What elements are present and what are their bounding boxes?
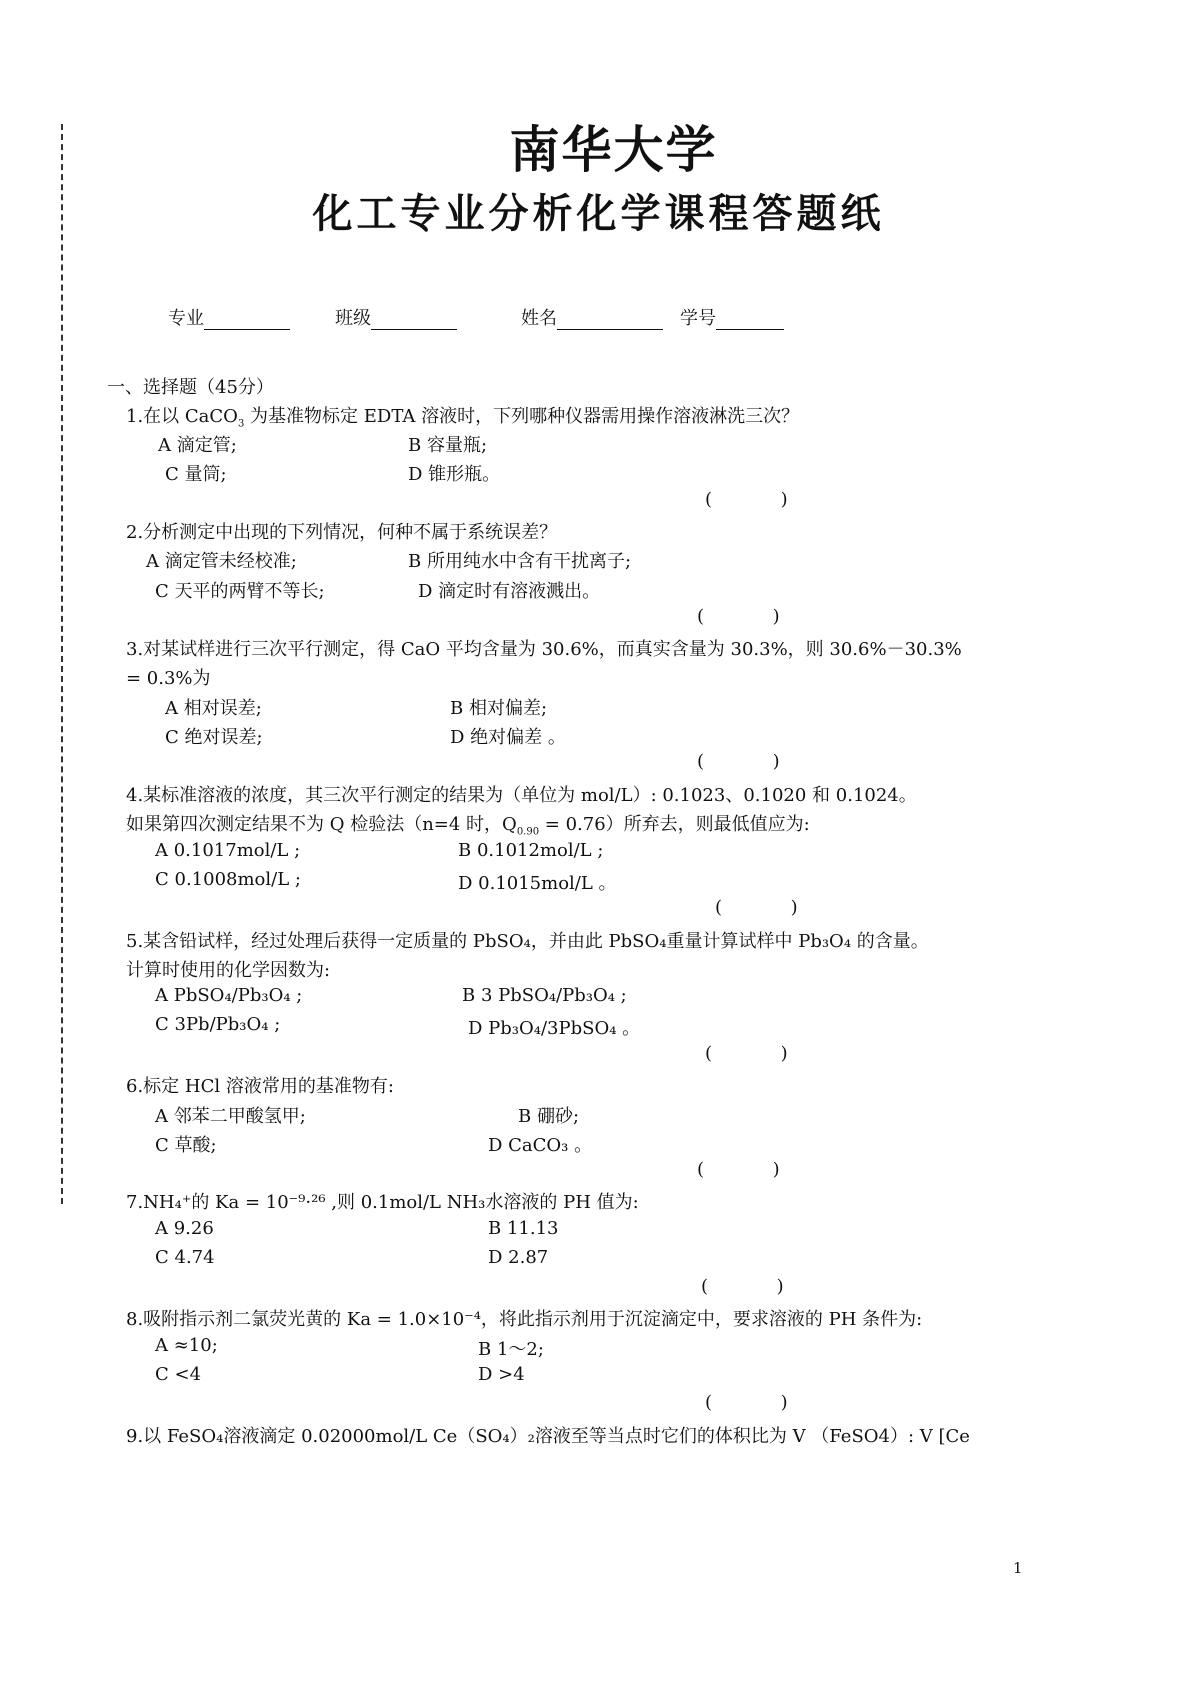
q5-option-d[interactable]: D Pb₃O₄/3PbSO₄ 。 [468, 1018, 641, 1039]
q3-option-a[interactable]: A 相对误差; [165, 698, 262, 719]
q1-option-d[interactable]: D 锥形瓶。 [408, 464, 501, 485]
q4-option-c[interactable]: C 0.1008mol/L ; [155, 869, 301, 890]
q4-option-b[interactable]: B 0.1012mol/L ; [458, 840, 604, 861]
q3-option-d[interactable]: D 绝对偏差 。 [450, 727, 566, 748]
q4-option-d[interactable]: D 0.1015mol/L 。 [458, 873, 617, 894]
q5-option-c[interactable]: C 3Pb/Pb₃O₄ ; [155, 1014, 281, 1035]
q2-option-d[interactable]: D 滴定时有溶液溅出。 [418, 581, 601, 602]
q8-option-b[interactable]: B 1～2; [478, 1339, 544, 1360]
binding-line [61, 124, 63, 1204]
q4-stem-cont: 如果第四次测定结果不为 Q 检验法（n=4 时，$Q_{0.90} = 0.76$）所弃去，则最低值应为: [126, 814, 810, 838]
q1-option-c[interactable]: C 量筒; [165, 464, 227, 485]
q4-answer-blank[interactable]: ( ) [715, 897, 798, 918]
q2-option-a[interactable]: A 滴定管未经校准; [146, 551, 297, 572]
q2-answer-blank[interactable]: ( ) [697, 606, 780, 627]
q1-option-b[interactable]: B 容量瓶; [408, 435, 488, 456]
q7-option-c[interactable]: C 4.74 [155, 1247, 215, 1268]
q7-option-d[interactable]: D 2.87 [488, 1247, 549, 1268]
q6-option-b[interactable]: B 硼砂; [518, 1106, 580, 1127]
q1-answer-blank[interactable]: ( ) [705, 489, 788, 510]
q3-stem-cont: = 0.3%为 [126, 668, 211, 689]
q2-option-c[interactable]: C 天平的两臂不等长; [155, 581, 325, 602]
q5-option-b[interactable]: B 3 PbSO₄/Pb₃O₄ ; [462, 985, 627, 1006]
q7-answer-blank[interactable]: ( ) [701, 1276, 784, 1297]
q6-option-a[interactable]: A 邻苯二甲酸氢甲; [155, 1106, 306, 1127]
q8-option-a[interactable]: A ≈10; [155, 1335, 218, 1356]
q1-stem: 1.在以 CaCO$_3$ 为基准物标定 EDTA 溶液时，下列哪种仪器需用操作溶液淋洗三次？ [126, 406, 800, 430]
q5-answer-blank[interactable]: ( ) [705, 1043, 788, 1064]
q8-stem: 8.吸附指示剂二氯荧光黄的 Ka = 1.0×10⁻⁴，将此指示剂用于沉淀滴定中，要求溶液的 PH 条件为: [126, 1309, 923, 1330]
q5-stem-cont: 计算时使用的化学因数为: [126, 960, 331, 981]
student-id-field[interactable]: 学号 [680, 304, 784, 330]
q7-stem: 7.NH₄⁺的 Ka = 10⁻⁹·²⁶ ,则 0.1mol/L NH₃水溶液的 PH 值为: [126, 1192, 639, 1213]
q9-stem: 9.以 FeSO₄溶液滴定 0.02000mol/L Ce（SO₄）₂溶液至等当点时它们的体积比为 V （FeSO4）: V [Ce [126, 1426, 970, 1447]
q5-option-a[interactable]: A PbSO₄/Pb₃O₄ ; [155, 985, 303, 1006]
q3-option-b[interactable]: B 相对偏差; [450, 698, 548, 719]
q2-stem: 2.分析测定中出现的下列情况，何种不属于系统误差？ [126, 522, 558, 543]
class-field[interactable]: 班级 [335, 304, 457, 330]
page-number: 1 [1013, 1559, 1023, 1577]
q6-stem: 6.标定 HCl 溶液常用的基准物有: [126, 1076, 394, 1097]
major-field[interactable]: 专业 [168, 304, 290, 330]
q7-option-a[interactable]: A 9.26 [155, 1218, 214, 1239]
q4-option-a[interactable]: A 0.1017mol/L ; [155, 840, 301, 861]
q8-option-d[interactable]: D >4 [478, 1364, 525, 1385]
name-field[interactable]: 姓名 [521, 304, 663, 330]
q7-option-b[interactable]: B 11.13 [488, 1218, 559, 1239]
q3-answer-blank[interactable]: ( ) [697, 751, 780, 772]
page-title: 化工专业分析化学课程答题纸 [312, 190, 885, 237]
q2-option-b[interactable]: B 所用纯水中含有干扰离子; [408, 551, 632, 572]
q4-stem: 4.某标准溶液的浓度，其三次平行测定的结果为（单位为 mol/L）: 0.1023、0.1020 和 0.1024。 [126, 785, 917, 806]
q6-answer-blank[interactable]: ( ) [697, 1159, 780, 1180]
q8-answer-blank[interactable]: ( ) [705, 1392, 788, 1413]
section-heading: 一、选择题（45分） [107, 377, 274, 398]
q6-option-c[interactable]: C 草酸; [155, 1135, 217, 1156]
q3-stem: 3.对某试样进行三次平行测定，得 CaO 平均含量为 30.6%，而真实含量为 30.3%，则 30.6%－30.3% [126, 639, 962, 660]
university-title: 南华大学 [509, 121, 718, 179]
q3-option-c[interactable]: C 绝对误差; [165, 727, 263, 748]
q8-option-c[interactable]: C <4 [155, 1364, 202, 1385]
q6-option-d[interactable]: D CaCO₃ 。 [488, 1135, 593, 1156]
q5-stem: 5.某含铅试样，经过处理后获得一定质量的 PbSO₄，并由此 PbSO₄重量计算试样中 Pb₃O₄ 的含量。 [126, 931, 929, 952]
q1-option-a[interactable]: A 滴定管; [158, 435, 237, 456]
